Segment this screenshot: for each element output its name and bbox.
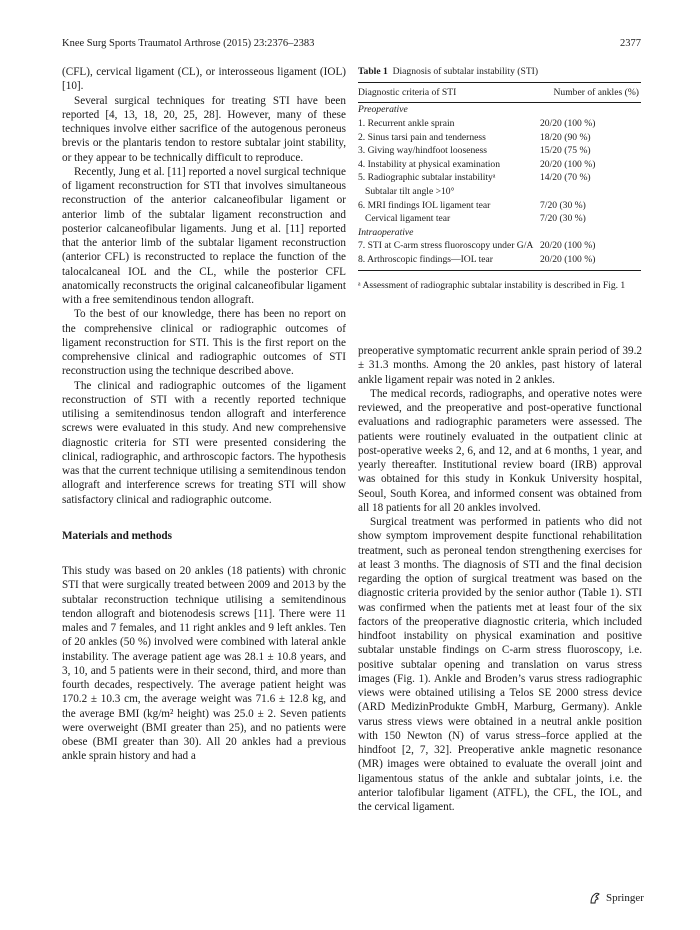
criteria-cell: Preoperative	[358, 104, 408, 116]
criteria-cell: Cervical ligament tear	[365, 213, 451, 225]
criteria-cell: 5. Radiographic subtalar instabilityᵃ	[358, 172, 496, 184]
value-cell: 20/20 (100 %)	[540, 118, 596, 129]
table-label: Table 1	[358, 66, 388, 77]
table-row-cell	[358, 212, 641, 226]
paragraph: The clinical and radiographic outcomes of the ligament reconstruction of STI with a recently reported technique utilising a semitendinosus tendon allograft and interference screws were evaluated in this study. And new comprehensive diagnostic criteria for STI were presented considering the clinical, radiographic, and arthroscopic factors. The hypothesis was that the current technique utilising a semitendinous tendon allograft and interference screws for treating STI will show satisfactory clinical and radiographic outcome.	[62, 379, 346, 506]
paragraph: To the best of our knowledge, there has been no report on the comprehensive clinical or radiographic outcomes of ligament reconstruction for STI. This is the first report on the comprehensive clinical and radiographic outcomes of STI reconstruction using the technique described above.	[62, 308, 346, 378]
table-row	[358, 253, 641, 270]
table-row	[358, 185, 641, 199]
table-body	[358, 103, 641, 270]
table-row-cell	[358, 117, 641, 131]
value-cell: 20/20 (100 %)	[540, 240, 596, 252]
table-row	[358, 199, 641, 213]
table-row-cell	[358, 253, 641, 270]
table-row	[358, 171, 641, 185]
value-cell: 7/20 (30 %)	[540, 213, 586, 225]
table-row-cell	[358, 158, 641, 172]
criteria-cell: Subtalar tilt angle >10°	[365, 185, 455, 197]
left-column	[62, 65, 346, 764]
value-cell: 7/20 (30 %)	[540, 199, 586, 211]
paragraph: (CFL), cervical ligament (CL), or interosseous ligament (IOL) [10].	[62, 66, 346, 93]
value-cell: 20/20 (100 %)	[540, 158, 596, 170]
right-column	[358, 344, 642, 814]
table-caption	[358, 65, 641, 78]
paragraph: The medical records, radiographs, and operative notes were reviewed, and the preoperative and post-operative functional evaluations and radiographic parameters were assessed. The patients were routinely evaluated in the outpatient clinic at post-operative weeks 2, 6, and 12, and at 6 months, 1 year, and yearly thereafter. Institutional review board (IRB) approval was obtained for this study in Konkuk University hospital, Seoul, South Korea, and informed consent was obtained from all 18 patients for all 20 ankles involved.	[358, 387, 642, 514]
table-row	[358, 239, 641, 253]
table-row-cell	[358, 199, 641, 213]
table-row	[358, 212, 641, 226]
section-heading: Materials and methods	[62, 529, 173, 542]
criteria-cell: 7. STI at C-arm stress fluoroscopy under G/A	[358, 240, 534, 252]
running-head	[62, 37, 641, 51]
paragraph: This study was based on 20 ankles (18 patients) with chronic STI that were surgically treated between 2009 and 2013 by the subtalar reconstruction technique utilising a semitendinous tendon allograft and biotenodesis screws [11]. There were 11 males and 7 females, and 11 right ankles and 9 left ankles. Ten of 20 ankles (50 %) involved were combined with lateral ankle instability. The average patient age was 28.1 ± 10.8 years, and 3, 10, and 5 patients were in their second, third, and more than fourth decades, respectively. The average patient height was 170.2 ± 10.3 cm, the average weight was 71.6 ± 12.8 kg, and the average BMI (kg/m² height) was 25.0 ± 2. Seven patients were overweight (BMI greater than 25), and no patients were obese (BMI greater than 30). All 20 ankles had a previous ankle sprain history and had a	[62, 565, 346, 763]
value-cell: 15/20 (75 %)	[540, 145, 591, 157]
column-header: Number of ankles (%)	[508, 83, 641, 103]
table-row-cell	[358, 144, 641, 158]
publisher-name: Springer	[606, 892, 644, 904]
table-row-cell	[358, 171, 641, 185]
table-row	[358, 144, 641, 158]
value-cell: 14/20 (70 %)	[540, 172, 591, 184]
criteria-cell: 6. MRI findings IOL ligament tear	[358, 199, 491, 211]
page-number: 2377	[620, 38, 641, 49]
criteria-cell: 2. Sinus tarsi pain and tenderness	[358, 131, 486, 143]
publisher-logo	[588, 890, 644, 906]
column-header: Diagnostic criteria of STI	[358, 83, 508, 103]
table-group-row	[358, 226, 641, 240]
criteria-cell: Intraoperative	[358, 226, 414, 238]
criteria-cell: 4. Instability at physical examination	[358, 158, 501, 170]
table-row-cell	[358, 185, 641, 199]
table-group-row	[358, 103, 641, 117]
paragraph: Several surgical techniques for treating STI have been reported [4, 13, 18, 20, 25, 28]. However, many of these techniques involve either sacrifice of the autogenous peroneus brevis or the plantaris tendon to restore subtalar joint stability, or they appear to be technically difficult to reproduce.	[62, 94, 346, 164]
table-row	[358, 117, 641, 131]
paragraph: preoperative symptomatic recurrent ankle sprain period of 39.2 ± 31.3 months. Among the 20 ankles, past history of lateral ankle ligament repair was noted in 2 ankles.	[358, 345, 642, 386]
table-row-cell	[358, 131, 641, 145]
value-cell: 20/20 (100 %)	[540, 253, 596, 265]
table-row	[358, 158, 641, 172]
criteria-cell: 8. Arthroscopic findings—IOL tear	[358, 253, 493, 265]
table-1	[358, 65, 641, 292]
table-title: Diagnosis of subtalar instability (STI)	[392, 66, 539, 77]
paragraph: Surgical treatment was performed in patients who did not show symptom improvement despite functional rehabilitation treatment, such as peroneal tendon strengthening exercises for at least 3 months. The diagnosis of STI and the final decision regarding the option of surgical treatment was based on the diagnostic criteria provided by the senior author (Table 1). STI was confirmed when the patients met at least four of the six factors of the preoperative diagnostic criteria, which included hindfoot instability on physical examination and positive subtalar unstable findings on C-arm stress fluoroscopy, i.e. positive subtalar opening and translation on varus stress images (Fig. 1). Ankle and Broden’s varus stress radiographic views were obtained utilising a Telos SE 2000 stress device (ARD MedizinProdukte GmbH, Marburg, Germany). Ankle varus stress views were obtained in a neutral ankle position with 150 Newton (N) of varus stress–force applied at the hindfoot [2, 7, 32]. Preoperative ankle magnetic resonance (MR) images were obtained to evaluate the overall joint and ligamentous status of the ankle and subtalar joints, i.e. the anterior talofibular ligament (ATFL), the CFL, the IOL, and the cervical ligament.	[358, 516, 642, 813]
criteria-cell: 3. Giving way/hindfoot looseness	[358, 145, 487, 157]
table-row-cell	[358, 103, 641, 117]
table-row-cell	[358, 239, 641, 253]
table-footnote: ᵃ Assessment of radiographic subtalar instability is described in Fig. 1	[358, 279, 626, 291]
journal-citation: Knee Surg Sports Traumatol Arthrose (2015) 23:2376–2383	[62, 38, 315, 49]
paragraph: Recently, Jung et al. [11] reported a novel surgical technique of ligament reconstruction for STI that involves simultaneous reconstruction of the anterior calcaneofibular ligament or anterior limb of the subtalar ligament reconstruction and posterior calcaneofibular ligaments. Jung et al. [11] reported that the anterior limb of the subtalar ligament reconstruction (anterior CFL) is reconstructed to replace the function of the talocalcaneal IOL and the CL, while the posterior CFL anatomically reconstructs the original calcaneofibular ligament with a free semitendinous tendon allograft.	[62, 165, 346, 306]
table-row-cell	[358, 226, 641, 240]
table-row	[358, 131, 641, 145]
value-cell: 18/20 (90 %)	[540, 131, 591, 143]
table-header-row	[358, 83, 641, 103]
criteria-cell: 1. Recurrent ankle sprain	[358, 118, 455, 129]
springer-horse-icon	[588, 891, 602, 905]
diagnosis-table	[358, 82, 641, 270]
